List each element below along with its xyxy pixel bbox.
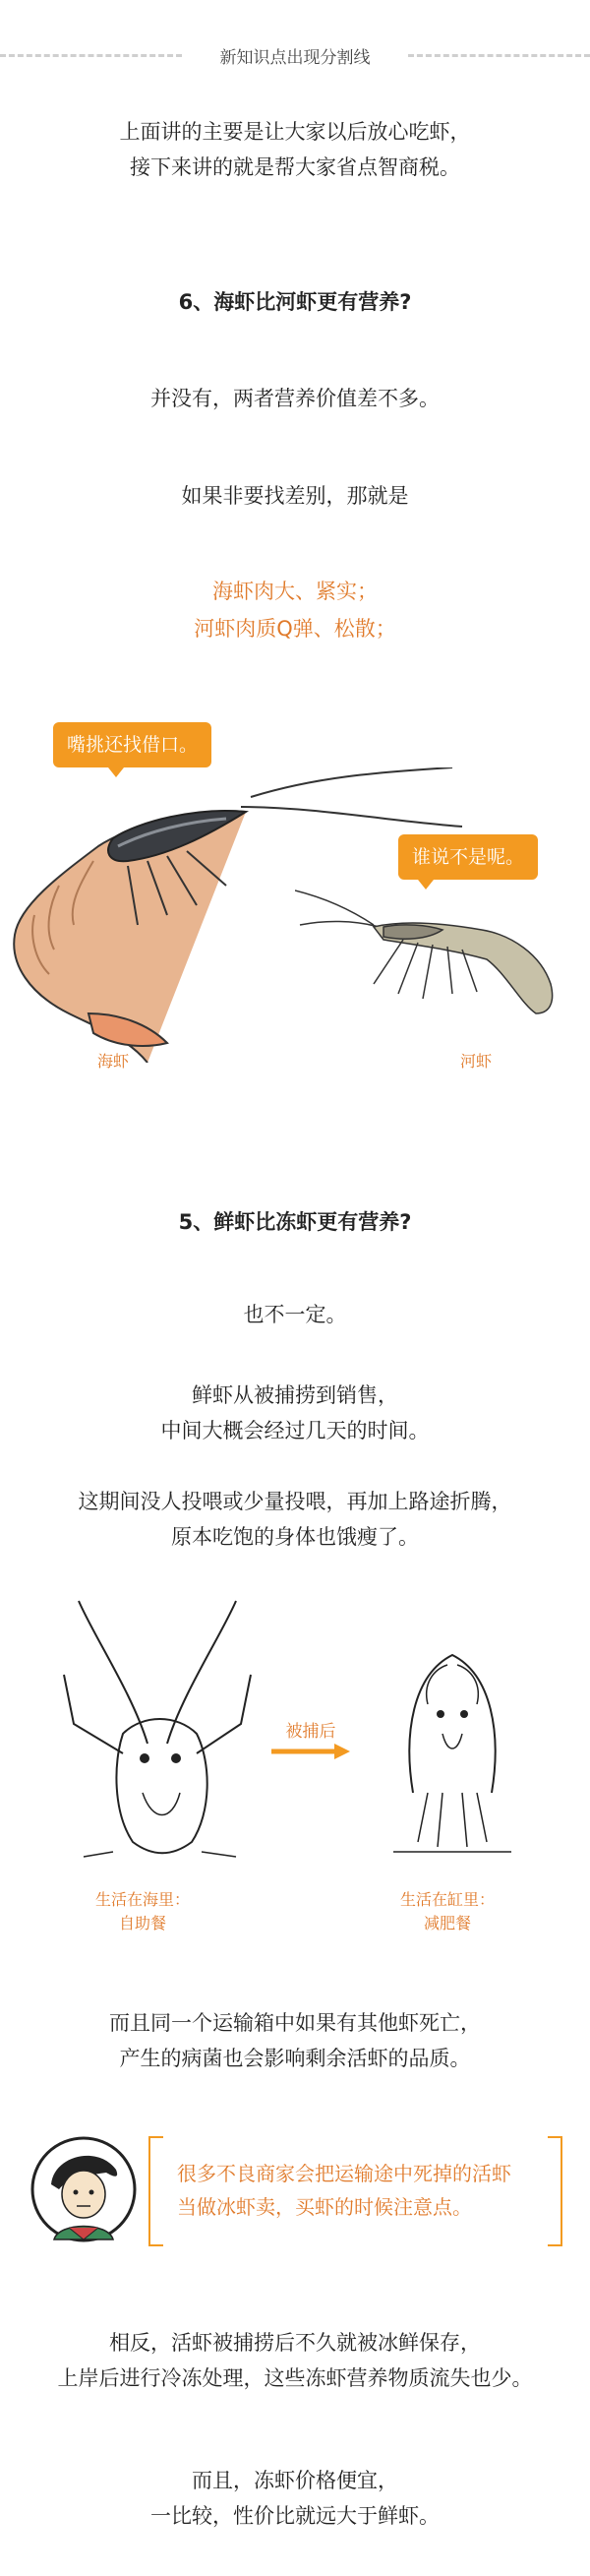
disease-line-1: 而且同一个运输箱中如果有其他虾死亡， [109,2011,481,2035]
highlight-sea-shrimp: 海虾肉大、紧实； [212,580,378,603]
speech-bubble-right-text: 谁说不是呢。 [412,846,525,868]
disease-line-2: 产生的病菌也会影响剩余活虾的品质。 [119,2047,471,2070]
section-5-p2-line-2: 中间大概会经过几天的时间。 [160,1419,430,1442]
caption-sea-life-1: 生活在海里： [94,1890,190,1909]
section-6-p2: 如果非要找差别，那就是 [181,484,409,508]
divider-label: 新知识点出现分割线 [219,48,371,68]
arrow-label: 被捕后 [285,1722,336,1742]
closing-p1-line-1: 相反，活虾被捕捞后不久就被冰鲜保存， [109,2331,481,2355]
warning-callout [30,2133,565,2249]
avatar [30,2135,138,2243]
section-5-p3-line-2: 原本吃饱的身体也饿瘦了。 [171,1525,419,1549]
warning-line-2: 当做冰虾卖，买虾的时候注意点。 [177,2195,472,2219]
section-5-p2-line-1: 鲜虾从被捕捞到销售， [192,1383,398,1407]
section-divider [0,43,590,67]
section-5-p3-line-1: 这期间没人投喂或少量投喂，再加上路途折腾， [78,1490,512,1513]
river-shrimp-illustration [295,866,580,1023]
closing-p2-line-2: 一比较，性价比就远大于鲜虾。 [150,2504,440,2528]
caption-tank-life-2: 减肥餐 [423,1914,471,1932]
caption-tank-life-1: 生活在缸里： [399,1890,495,1909]
speech-bubble-left [53,722,211,767]
section-6-p1: 并没有，两者营养价值差不多。 [150,387,440,410]
caption-sea-life-2: 自助餐 [118,1914,166,1932]
label-sea-shrimp: 海虾 [96,1052,129,1071]
closing-p1-line-2: 上岸后进行冷冻处理，这些冻虾营养物质流失也少。 [57,2366,533,2390]
thin-shrimp-drawing [374,1645,531,1862]
highlight-river-shrimp: 河虾肉质Q弹、松散； [194,617,396,641]
section-6-title: 6、海虾比河虾更有营养? [178,290,412,314]
intro-line-1: 上面讲的主要是让大家以后放心吃虾， [119,120,471,144]
divider-dash-right [408,54,590,57]
section-5-p1: 也不一定。 [243,1303,347,1326]
section-5-title: 5、鲜虾比冻虾更有营养? [178,1210,412,1234]
intro-line-2: 接下来讲的就是帮大家省点智商税。 [130,155,460,179]
arrow-caught [271,1717,350,1765]
warning-line-1: 很多不良商家会把运输途中死掉的活虾 [177,2162,511,2185]
fat-shrimp-drawing [54,1596,261,1862]
right-arrow-icon [271,1742,350,1761]
speech-bubble-left-text: 嘴挑还找借口。 [67,734,199,756]
label-river-shrimp: 河虾 [459,1052,492,1071]
closing-p2-line-1: 而且，冻虾价格便宜， [192,2469,398,2492]
